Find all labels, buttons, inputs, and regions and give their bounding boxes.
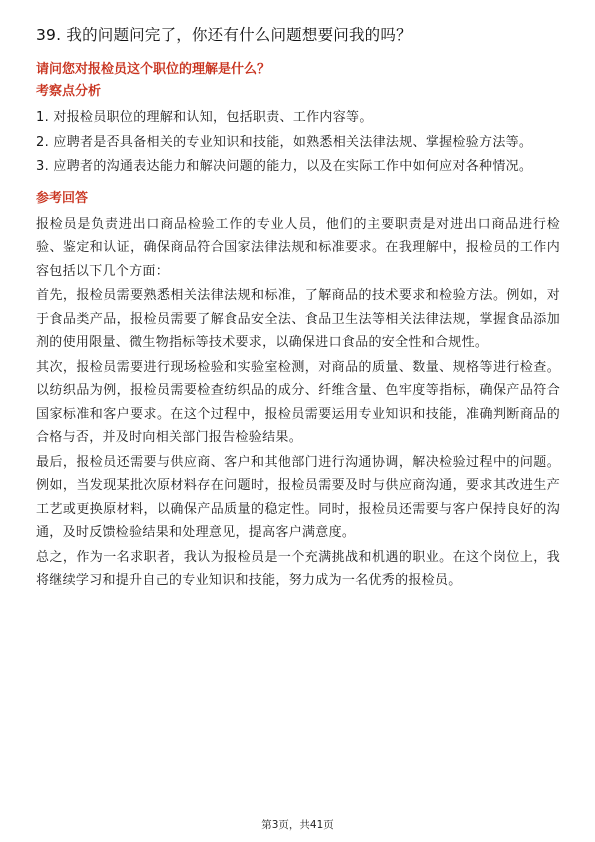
analysis-item: 3. 应聘者的沟通表达能力和解决问题的能力，以及在实际工作中如何应对各种情况。 — [36, 159, 533, 174]
answer-paragraph: 其次，报检员需要进行现场检验和实验室检测，对商品的质量、数量、规格等进行检查。以纺织品为例，报检员需要检查纺织品的成分、纤维含量、色牢度等指标，确保产品符合国家标准和客户要求。在这个过程中，报检员需要运用专业知识和技能，准确判断商品的合格与否，并及时向相关部门报告检验结果。 — [36, 359, 560, 445]
answer-paragraph: 首先，报检员需要熟悉相关法律法规和标准，了解商品的技术要求和检验方法。例如，对于食品类产品，报检员需要了解食品安全法、食品卫生法等相关法律法规，掌握食品添加剂的使用限量、微生物指标等技术要求，以确保进口食品的安全性和合规性。 — [36, 288, 560, 350]
document-page — [36, 24, 560, 594]
answer-paragraph: 报检员是负责进出口商品检验工作的专业人员，他们的主要职责是对进出口商品进行检验、鉴定和认证，确保商品符合国家法律法规和标准要求。在我理解中，报检员的工作内容包括以下几个方面： — [36, 216, 560, 279]
answer-heading: 参考回答 — [36, 190, 89, 206]
subquestion-title: 请问您对报检员这个职位的理解是什么？ — [36, 62, 271, 77]
question-title: 39. 我的问题问完了，你还有什么问题想要问我的吗？ — [36, 26, 412, 44]
page-number: 第3页，共41页 — [261, 819, 334, 831]
answer-body — [36, 213, 560, 593]
analysis-heading: 考察点分析 — [36, 84, 102, 99]
answer-paragraph: 总之，作为一名求职者，我认为报检员是一个充满挑战和机遇的职业。在这个岗位上，我将继续学习和提升自己的专业知识和技能，努力成为一名优秀的报检员。 — [36, 549, 560, 588]
answer-paragraph: 最后，报检员还需要与供应商、客户和其他部门进行沟通协调，解决检验过程中的问题。例如，当发现某批次原材料存在问题时，报检员需要及时与供应商沟通，要求其改进生产工艺或更换原材料，以确保产品质量的稳定性。同时，报检员还需要与客户保持良好的沟通，及时反馈检验结果和处理意见，提高客户满意度。 — [36, 454, 560, 540]
analysis-item: 2. 应聘者是否具备相关的专业知识和技能，如熟悉相关法律法规、掌握检验方法等。 — [36, 134, 533, 150]
analysis-item: 1. 对报检员职位的理解和认知，包括职责、工作内容等。 — [36, 110, 373, 125]
analysis-list — [36, 106, 560, 179]
